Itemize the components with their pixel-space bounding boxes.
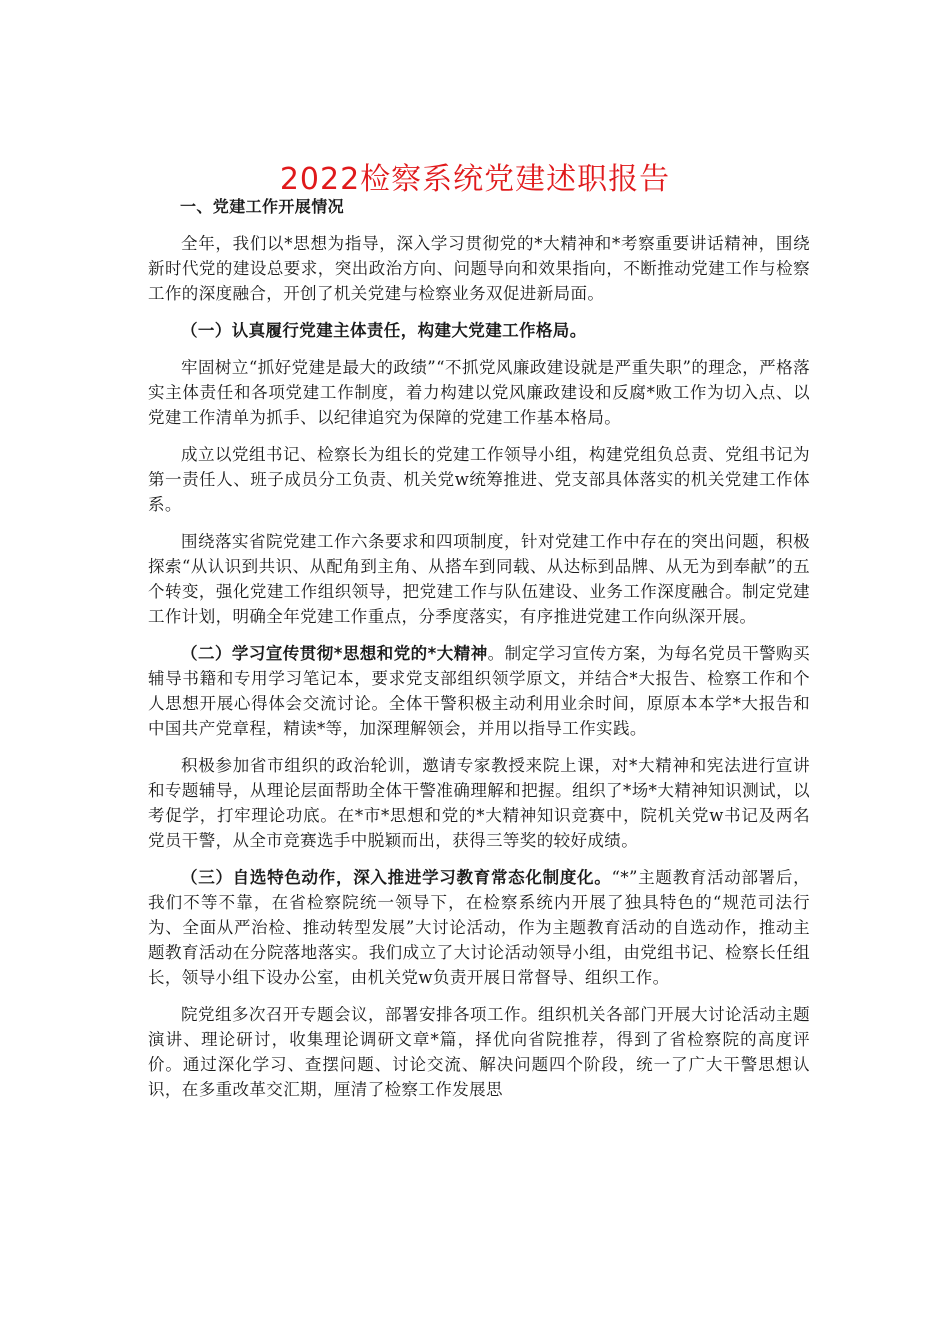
subsection-heading: （二）学习宣传贯彻*思想和党的*大精神 <box>181 644 488 663</box>
paragraph: 牢固树立“抓好党建是最大的政绩”“不抓党风廉政建设就是严重失职”的理念，严格落实主体责任和各项党建工作制度，着力构建以党风廉政建设和反腐*败工作为切入点、以党建工作清单为抓手、以纪律追究为保障的党建工作基本格局。 <box>148 358 810 427</box>
paragraph <box>148 641 810 741</box>
document-title: 2022检察系统党建述职报告 <box>279 162 671 198</box>
paragraph-body: 。制定学习宣传方案，为每名党员干警购买辅导书籍和专用学习笔记本，要求党支部组织领学原文，并结合*大报告、检察工作和个人思想开展心得体会交流讨论。全体干警积极主动利用业余时间，原原本本学*大报告和中国共产党章程，精读*等，加深理解领会，并用以指导工作实践。 <box>148 644 811 738</box>
paragraph <box>148 865 810 990</box>
subsection-heading: （一）认真履行党建主体责任，构建大党建工作格局。 <box>181 321 587 340</box>
paragraph-body: “*”主题教育活动部署后，我们不等不靠，在省检察院统一领导下，在检察系统内开展了独具特色的“规范司法行为、全面从严治检、推动转型发展”大讨论活动，作为主题教育活动的自选动作，推动主题教育活动在分院落地落实。我们成立了大讨论活动领导小组，由党组书记、检察长任组长，领导小组下设办公室，由机关党w负责开展日常督导、组织工作。 <box>148 868 810 987</box>
paragraph: 成立以党组书记、检察长为组长的党建工作领导小组，构建党组负总责、党组书记为第一责任人、班子成员分工负责、机关党w统筹推进、党支部具体落实的机关党建工作体系。 <box>148 445 810 514</box>
paragraph: 院党组多次召开专题会议，部署安排各项工作。组织机关各部门开展大讨论活动主题演讲、理论研讨，收集理论调研文章*篇，择优向省院推荐，得到了省检察院的高度评价。通过深化学习、查摆问题、讨论交流、解决问题四个阶段，统一了广大干警思想认识，在多重改革交汇期，厘清了检察工作发展思 <box>148 1005 810 1099</box>
paragraph: 全年，我们以*思想为指导，深入学习贯彻党的*大精神和*考察重要讲话精神，围绕新时代党的建设总要求，突出政治方向、问题导向和效果指向，不断推动党建工作与检察工作的深度融合，开创了机关党建与检察业务双促进新局面。 <box>148 234 810 303</box>
document-body <box>148 194 810 1114</box>
subsection-heading: （三）自选特色动作，深入推进学习教育常态化制度化。 <box>181 868 612 887</box>
paragraph: 围绕落实省院党建工作六条要求和四项制度，针对党建工作中存在的突出问题，积极探索“从认识到共识、从配角到主角、从搭车到同载、从达标到品牌、从无为到奉献”的五个转变，强化党建工作组织领导，把党建工作与队伍建设、业务工作深度融合。制定党建工作计划，明确全年党建工作重点，分季度落实，有序推进党建工作向纵深开展。 <box>148 532 810 626</box>
section-heading: 一、党建工作开展情况 <box>180 197 345 216</box>
paragraph: 积极参加省市组织的政治轮训，邀请专家教授来院上课，对*大精神和宪法进行宣讲和专题辅导，从理论层面帮助全体干警准确理解和把握。组织了*场*大精神知识测试，以考促学，打牢理论功底。在*市*思想和党的*大精神知识竞赛中，院机关党w书记及两名党员干警，从全市竞赛选手中脱颖而出，获得三等奖的较好成绩。 <box>148 756 810 850</box>
